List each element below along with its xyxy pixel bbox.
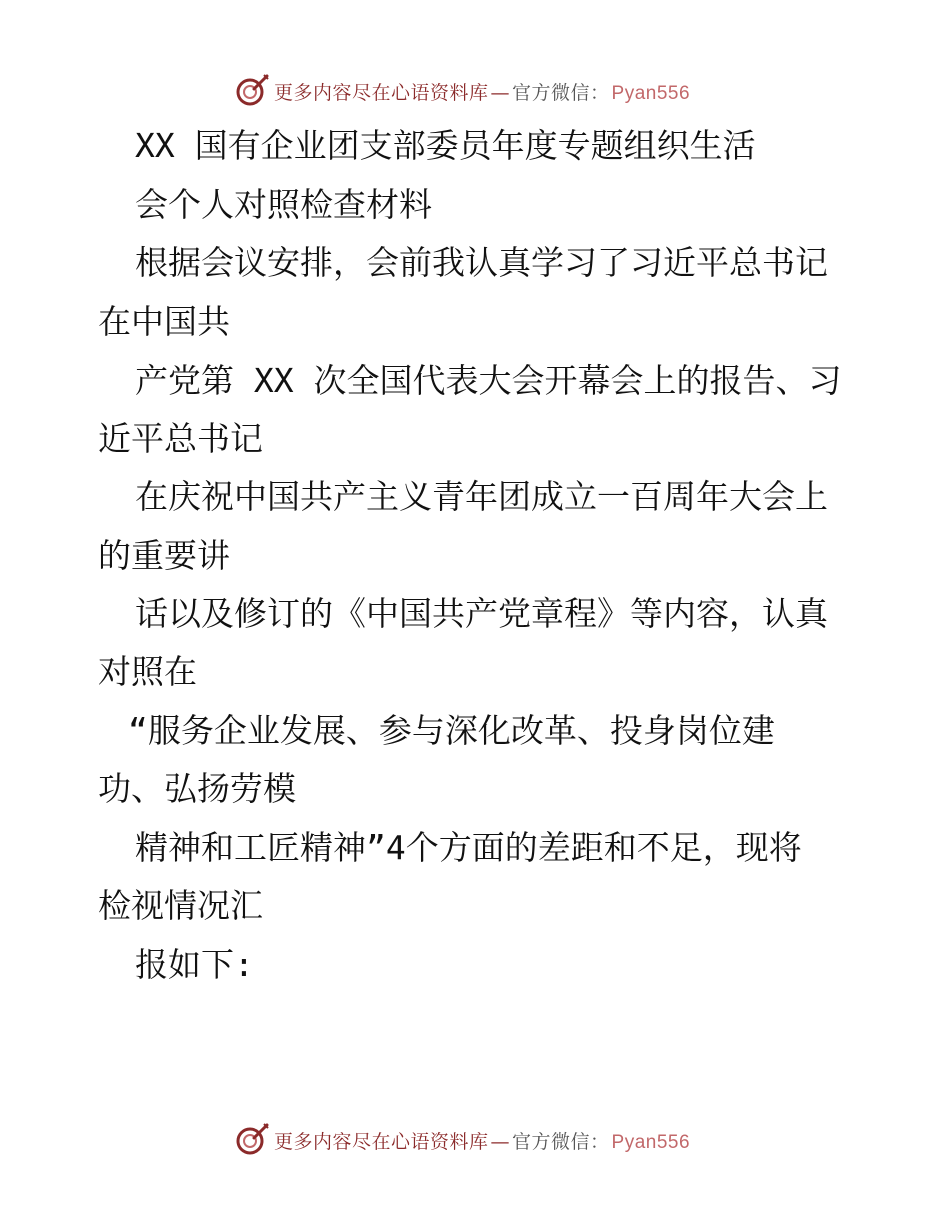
paragraph-line: 近平总书记 xyxy=(98,419,263,458)
pen-swirl-logo-icon xyxy=(234,73,270,109)
paragraph-line: 对照在 xyxy=(98,652,197,691)
watermark-text: 更多内容尽在心语资料库 — 官方微信： Pyan556 xyxy=(274,1130,691,1153)
pen-swirl-logo-icon xyxy=(234,1122,270,1158)
paragraph-line: 在中国共 xyxy=(98,302,230,341)
header-watermark xyxy=(234,71,754,111)
paragraph-line: 话以及修订的《中国共产党章程》等内容，认真 xyxy=(135,594,828,633)
paragraph-line: “服务企业发展、参与深化改革、投身岗位建 xyxy=(128,711,775,750)
paragraph-line: 功、弘扬劳模 xyxy=(98,769,296,808)
paragraph-line: 精神和工匠精神”4个方面的差距和不足，现将 xyxy=(135,828,802,867)
paragraph-line: 检视情况汇 xyxy=(98,886,263,925)
watermark-text: 更多内容尽在心语资料库 — 官方微信： Pyan556 xyxy=(274,81,691,104)
doc-title-line-2: 会个人对照检查材料 xyxy=(135,185,432,224)
doc-title-line-1: XX 国有企业团支部委员年度专题组织生活 xyxy=(135,126,756,165)
paragraph-line: 根据会议安排，会前我认真学习了习近平总书记 xyxy=(135,243,828,282)
paragraph-line: 的重要讲 xyxy=(98,536,230,575)
paragraph-line: 在庆祝中国共产主义青年团成立一百周年大会上 xyxy=(135,477,828,516)
paragraph-line: 产党第 XX 次全国代表大会开幕会上的报告、习 xyxy=(135,361,842,400)
paragraph-line: 报如下: xyxy=(135,945,254,984)
footer-watermark xyxy=(234,1120,754,1160)
